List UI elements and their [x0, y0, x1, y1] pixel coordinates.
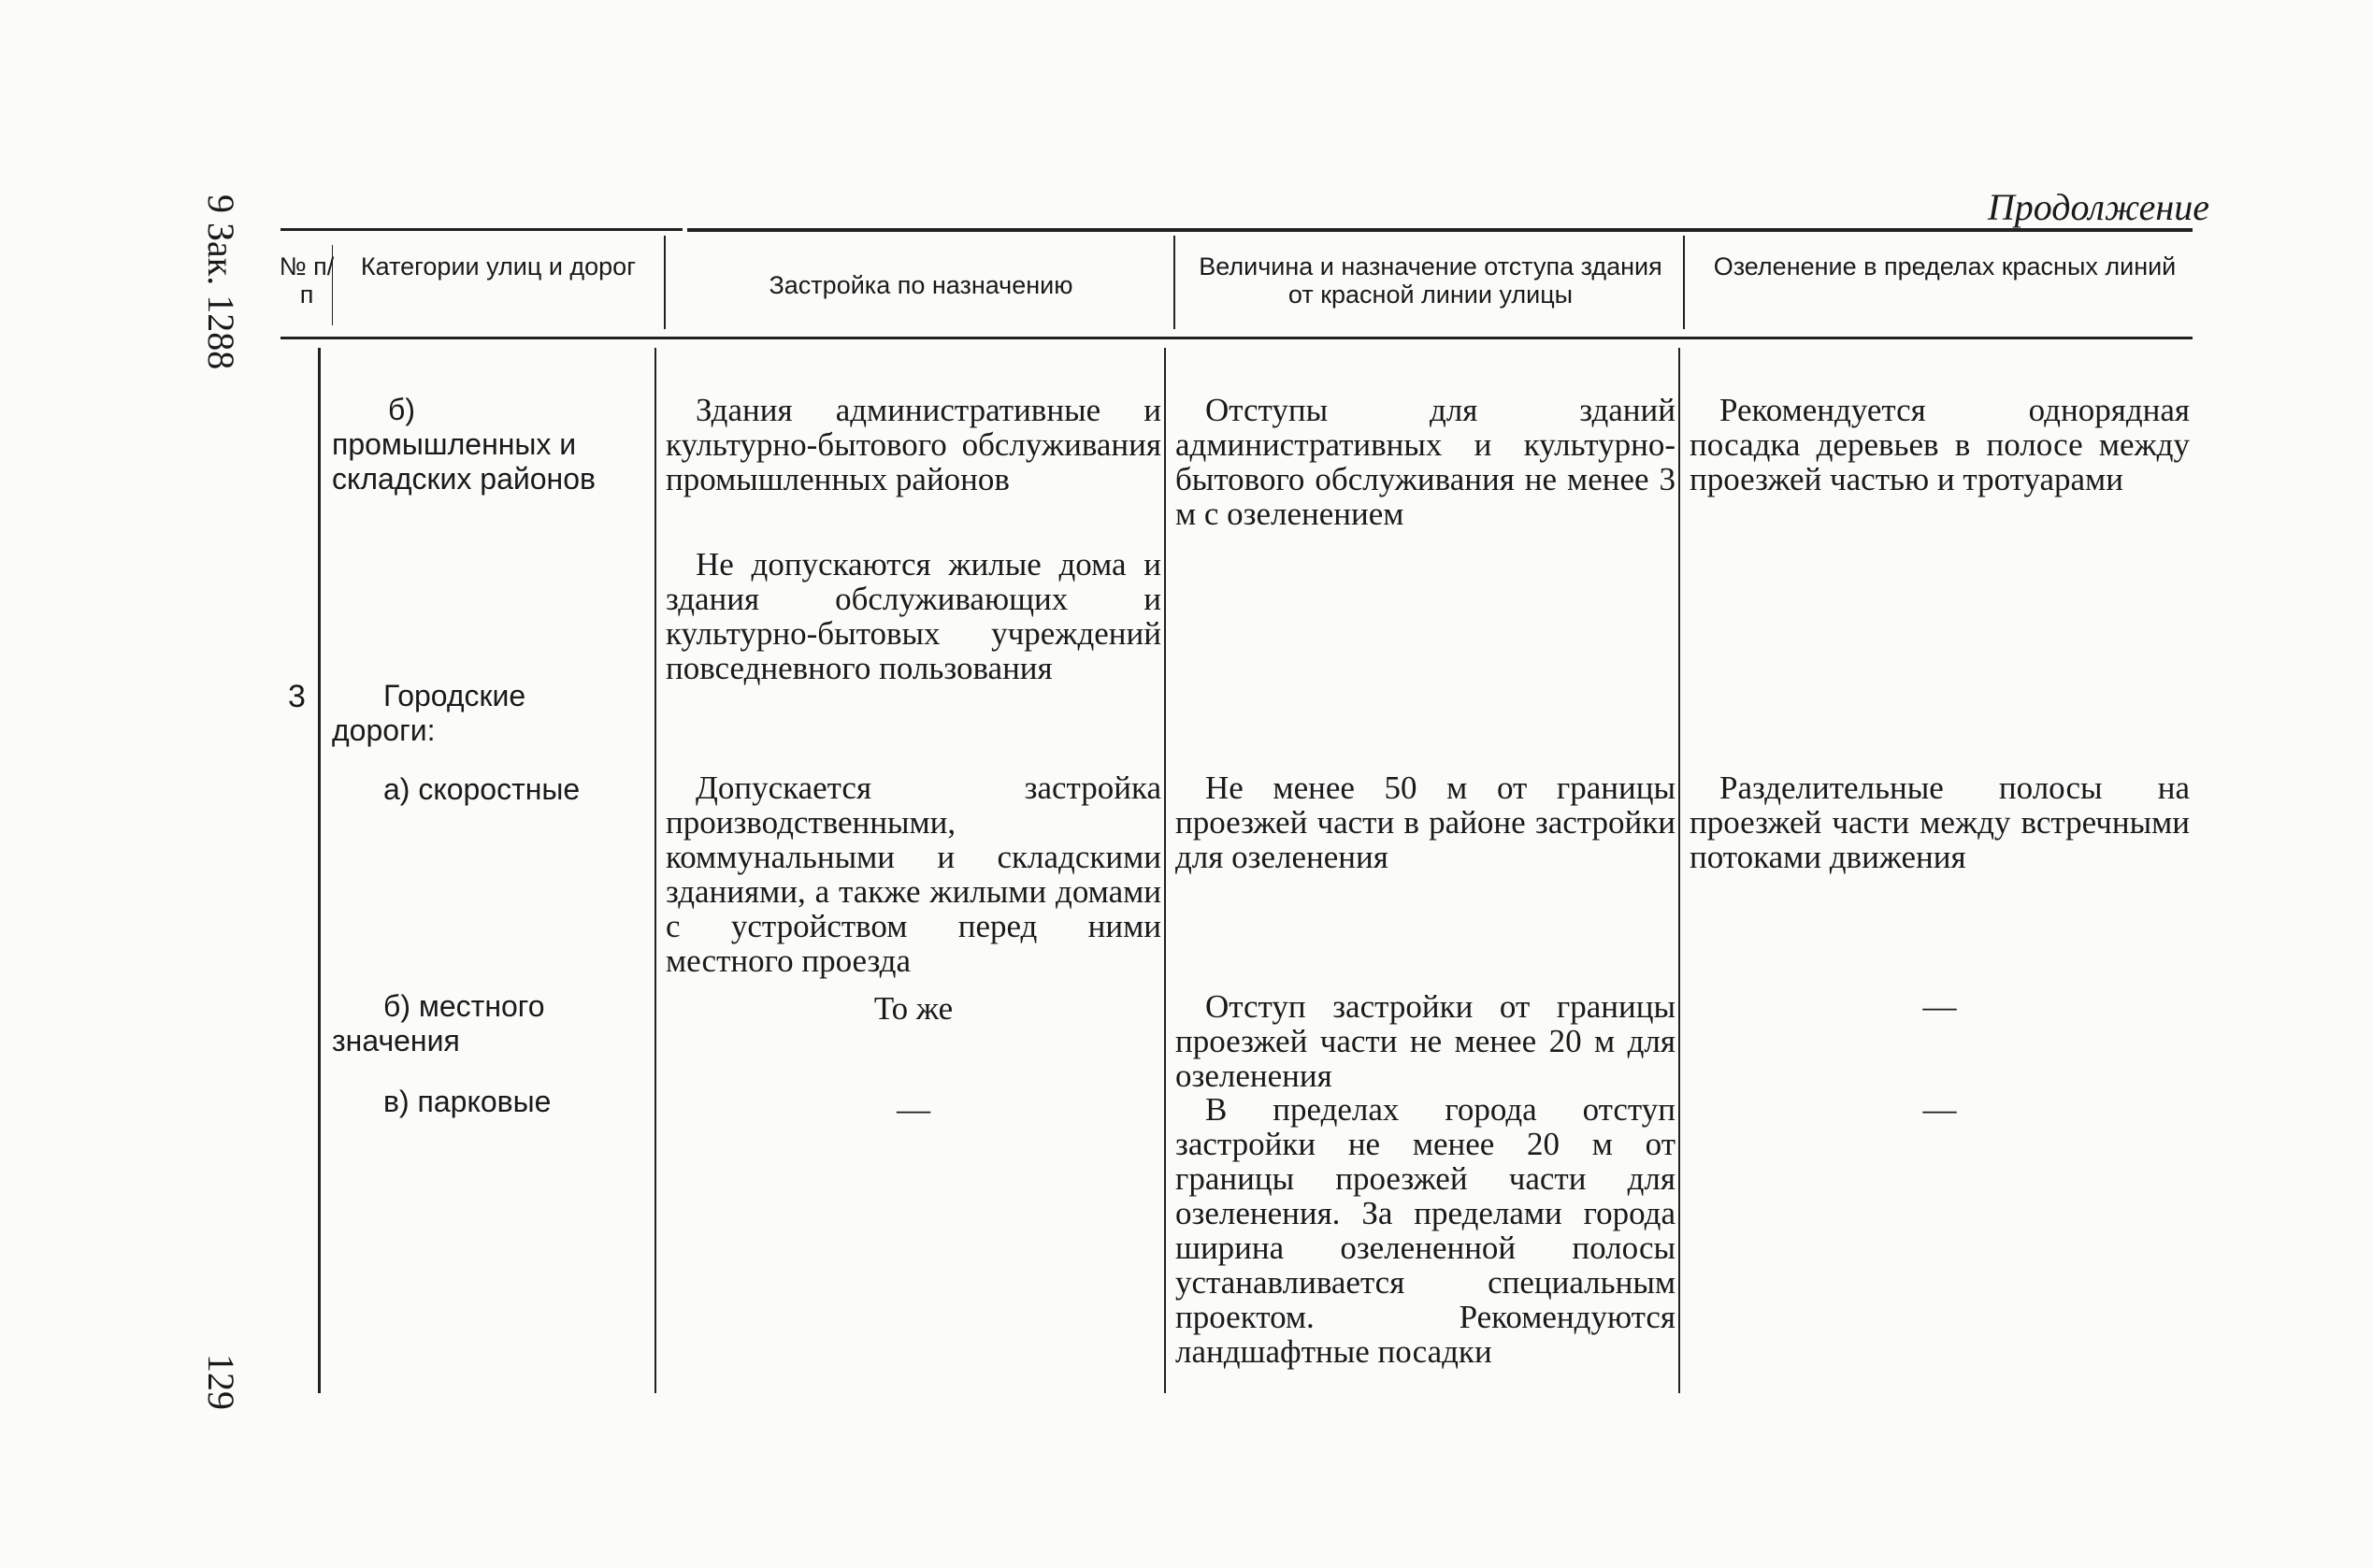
- header-building: Застройка по назначению: [769, 271, 1073, 299]
- header-setback: Величина и назначение отступа здания от красной линии улицы: [1199, 252, 1662, 309]
- building-cell: Допускается застройка производственными, коммунальными и складскими зданиями, а также жилыми домами с устройством перед ними местного проезда: [666, 770, 1161, 979]
- setback-cell: Не менее 50 м от границы проезжей части в районе застройки для озеленения: [1175, 770, 1675, 875]
- setback-cell: Отступы для зданий административных и культурно-бытового обслуживания не менее 3 м с озеленением: [1175, 392, 1675, 532]
- continuation-title: Продолжение: [1987, 186, 2209, 228]
- header-divider: [664, 236, 666, 329]
- setback-cell: В пределах города отступ застройки не менее 20 м от границы проезжей части для озеленения. За пределами города ширина озелененной полосы устанавливается специальным проектом. Рекомендуются ландшафтные посадки: [1175, 1091, 1675, 1370]
- category-cell: в) парковые: [383, 1085, 552, 1118]
- header-num: № п/ п: [279, 252, 335, 309]
- greening-cell: —: [1922, 987, 1957, 1025]
- header-divider: [1683, 236, 1685, 329]
- setback-cell: Отступ застройки от границы проезжей части не менее 20 м для озеленения: [1175, 988, 1675, 1094]
- category-cell: Городские дороги:: [332, 679, 526, 747]
- column-divider: [1678, 348, 1680, 1393]
- header-top-rule: [280, 228, 683, 231]
- header-bottom-rule: [280, 337, 2193, 339]
- row-number: 3: [288, 679, 306, 714]
- building-cell: То же: [873, 990, 954, 1027]
- building-cell: Здания административные и культурно-бытового обслуживания промышленных районов: [666, 392, 1161, 497]
- column-divider: [318, 348, 321, 1393]
- category-cell: б) промышленных и складских районов: [332, 393, 596, 496]
- page-number: 129: [200, 1354, 242, 1410]
- greening-cell: Рекомендуется однорядная посадка деревьев в полосе между проезжей частью и тротуарами: [1690, 392, 2190, 497]
- header-divider: [1173, 236, 1175, 329]
- greening-cell: Разделительные полосы на проезжей части между встречными потоками движения: [1690, 770, 2190, 875]
- header-top-rule-right: [687, 228, 2193, 232]
- category-cell: б) местного значения: [332, 989, 545, 1057]
- header-greening: Озеленение в пределах красных линий: [1713, 252, 2177, 281]
- building-cell: —: [897, 1090, 930, 1128]
- greening-cell: —: [1922, 1090, 1957, 1128]
- column-divider: [654, 348, 656, 1393]
- margin-order-note: 9 Зак. 1288: [200, 194, 242, 370]
- building-cell: Не допускаются жилые дома и здания обслуживающих и культурно-бытовых учреждений повседневного пользования: [666, 546, 1161, 686]
- header-category: Категории улиц и дорог: [360, 252, 637, 281]
- category-cell: а) скоростные: [383, 772, 581, 806]
- column-divider: [1164, 348, 1166, 1393]
